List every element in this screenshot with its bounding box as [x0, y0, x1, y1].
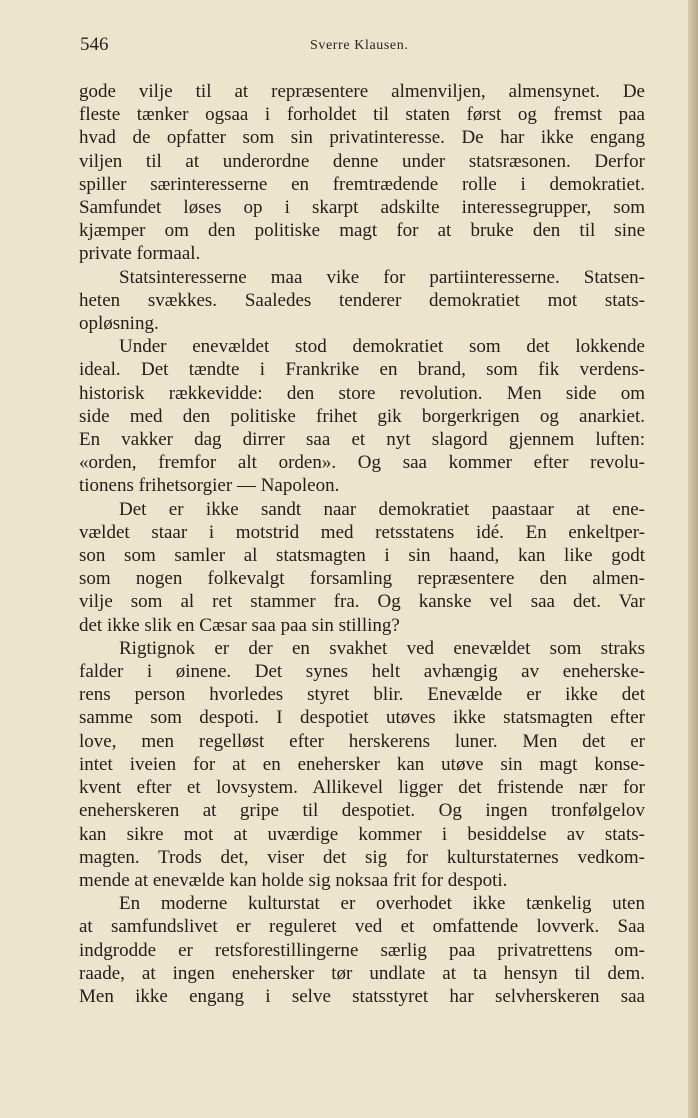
text-line: intet iveien for at en enehersker kan utøve sin magt konse- — [79, 753, 645, 775]
text-line: falder i øinene. Det synes helt avhængig av eneherske- — [79, 661, 645, 683]
text-line: Men ikke engang i selve statsstyret har selvherskeren saa — [79, 985, 645, 1007]
text-line: gode vilje til at repræsentere almenviljen, almensynet. De — [79, 81, 645, 102]
text-line: vilje som al ret stammer fra. Og kanske vel saa det. Var — [79, 591, 645, 613]
text-line: samme som despoti. I despotiet utøves ikke statsmagten efter — [79, 707, 645, 729]
text-line: spiller særinteresserne en fremtrædende rolle i demokratiet. — [79, 173, 645, 195]
page-header — [80, 34, 640, 60]
text-line: vældet staar i motstrid med retsstatens idé. En enkeltper- — [79, 521, 645, 543]
text-line: En moderne kulturstat er overhodet ikke tænkelig uten — [119, 893, 645, 915]
page-number: 546 — [80, 34, 109, 55]
text-line: Det er ikke sandt naar demokratiet paastaar at ene- — [119, 498, 645, 520]
text-line: private formaal. — [79, 243, 201, 265]
text-line: Statsinteresserne maa vike for partiinteresserne. Statsen- — [119, 266, 645, 288]
text-line: tionens frihetsorgier — Napoleon. — [79, 475, 340, 497]
text-line: eneherskeren at gripe til despotiet. Og ingen tronfølgelov — [79, 800, 645, 822]
text-line: det ikke slik en Cæsar saa paa sin stilling? — [79, 614, 400, 636]
body-text — [79, 80, 645, 1008]
text-line: rens person hvorledes styret blir. Enevælde er ikke det — [79, 684, 645, 706]
text-line: love, men regelløst efter herskerens luner. Men det er — [79, 730, 645, 752]
text-line: raade, at ingen enehersker tør undlate at ta hensyn til dem. — [79, 962, 645, 984]
text-line: indgrodde er retsforestillingerne særlig paa privatrettens om- — [79, 939, 645, 961]
text-line: historisk rækkevidde: den store revolution. Men side om — [79, 382, 645, 404]
page-edge — [688, 0, 698, 1118]
text-line: kan sikre mot at uværdige kommer i besiddelse av stats- — [79, 823, 645, 845]
text-line: Samfundet løses op i skarpt adskilte interessegrupper, som — [79, 197, 645, 219]
text-line: Under enevældet stod demokratiet som det lokkende — [119, 336, 645, 358]
text-line: mende at enevælde kan holde sig noksaa frit for despoti. — [79, 869, 508, 891]
text-line: «orden, fremfor alt orden». Og saa kommer efter revolu- — [79, 452, 645, 474]
running-head: Sverre Klausen. — [310, 38, 409, 53]
text-line: at samfundslivet er reguleret ved et omfattende lovverk. Saa — [79, 916, 645, 938]
text-line: hvad de opfatter som sin privatinteresse. De har ikke engang — [79, 127, 645, 149]
text-line: Rigtignok er der en svakhet ved enevældet som straks — [119, 637, 645, 659]
text-line: ideal. Det tændte i Frankrike en brand, som fik verdens- — [79, 359, 645, 381]
text-line: magten. Trods det, viser det sig for kulturstaternes vedkom- — [79, 846, 645, 868]
text-line: son som samler al statsmagten i sin haand, kan like godt — [79, 545, 645, 567]
text-line: side med den politiske frihet gik borgerkrigen og anarkiet. — [79, 405, 645, 427]
text-line: opløsning. — [79, 313, 159, 335]
text-line: kjæmper om den politiske magt for at bruke den til sine — [79, 220, 645, 242]
text-line: som nogen folkevalgt forsamling repræsentere den almen- — [79, 568, 645, 590]
text-line: fleste tænker ogsaa i forholdet til staten først og fremst paa — [79, 104, 645, 126]
text-line: En vakker dag dirrer saa et nyt slagord gjennem luften: — [79, 429, 645, 451]
text-line: viljen til at underordne denne under statsræsonen. Derfor — [79, 150, 645, 172]
text-line: heten svækkes. Saaledes tenderer demokratiet mot stats- — [79, 289, 645, 311]
text-line: kvent efter et lovsystem. Allikevel ligger det fristende nær for — [79, 777, 645, 799]
